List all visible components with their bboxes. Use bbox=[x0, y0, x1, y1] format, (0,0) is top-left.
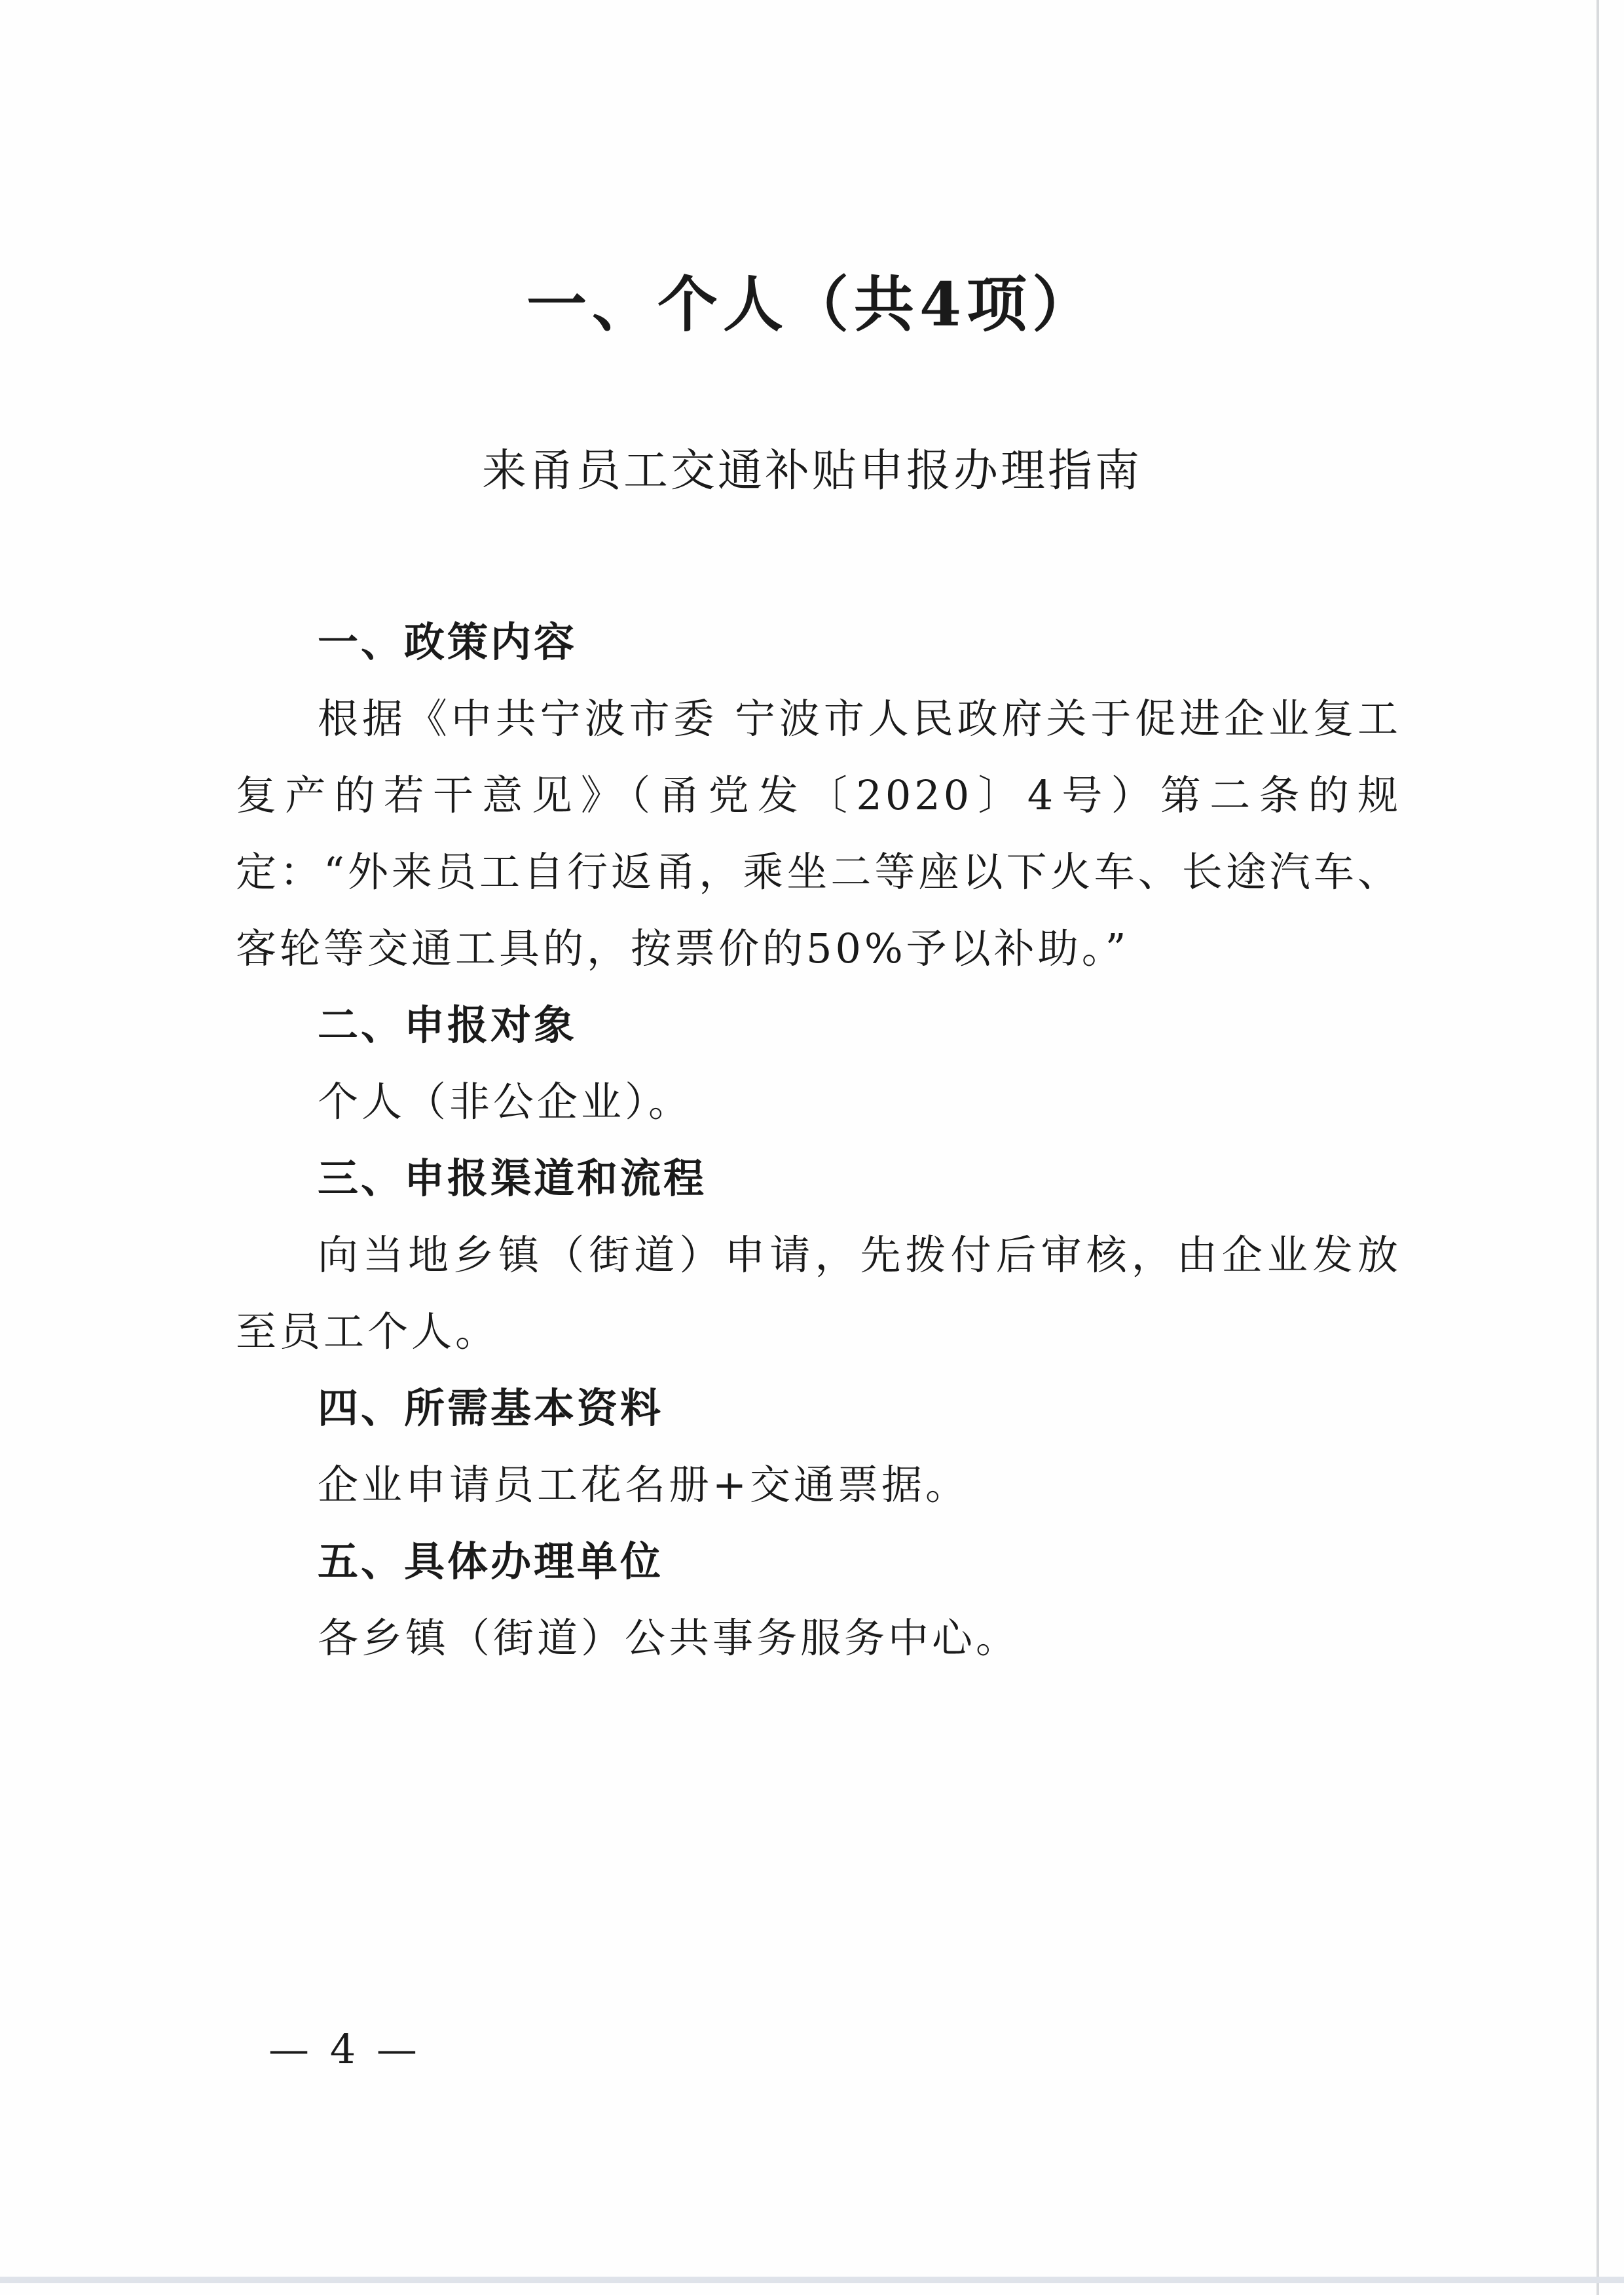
page-edge-bottom bbox=[0, 2277, 1624, 2283]
materials-heading: 四、所需基本资料 bbox=[318, 1384, 664, 1432]
channel-process-heading: 三、申报渠道和流程 bbox=[318, 1154, 707, 1202]
policy-content-heading: 一、政策内容 bbox=[318, 618, 578, 666]
applicant-text: 个人（非公企业）。 bbox=[318, 1078, 693, 1126]
applicant-heading: 二、申报对象 bbox=[318, 1001, 578, 1049]
section-heading: 一、个人（共4项） bbox=[526, 269, 1098, 340]
policy-content-text: 根据《中共宁波市委 宁波市人民政府关于促进企业复工复产的若干意见》（甬党发〔2020〕4号）第二条的规定：“外来员工自行返甬，乘坐二等座以下火车、长途汽车、客轮等交通工具的，按票价的50%予以补助。” bbox=[236, 695, 1401, 972]
page-number: — 4 — bbox=[268, 2025, 421, 2073]
handling-unit-text: 各乡镇（街道）公共事务服务中心。 bbox=[318, 1614, 1020, 1662]
handling-unit-heading: 五、具体办理单位 bbox=[318, 1537, 664, 1585]
document-title: 来甬员工交通补贴申报办理指南 bbox=[481, 445, 1142, 497]
materials-text: 企业申请员工花名册+交通票据。 bbox=[318, 1461, 969, 1509]
channel-process-text: 向当地乡镇（街道）申请，先拨付后审核，由企业发放至员工个人。 bbox=[236, 1231, 1401, 1355]
document-body bbox=[236, 604, 1401, 1676]
